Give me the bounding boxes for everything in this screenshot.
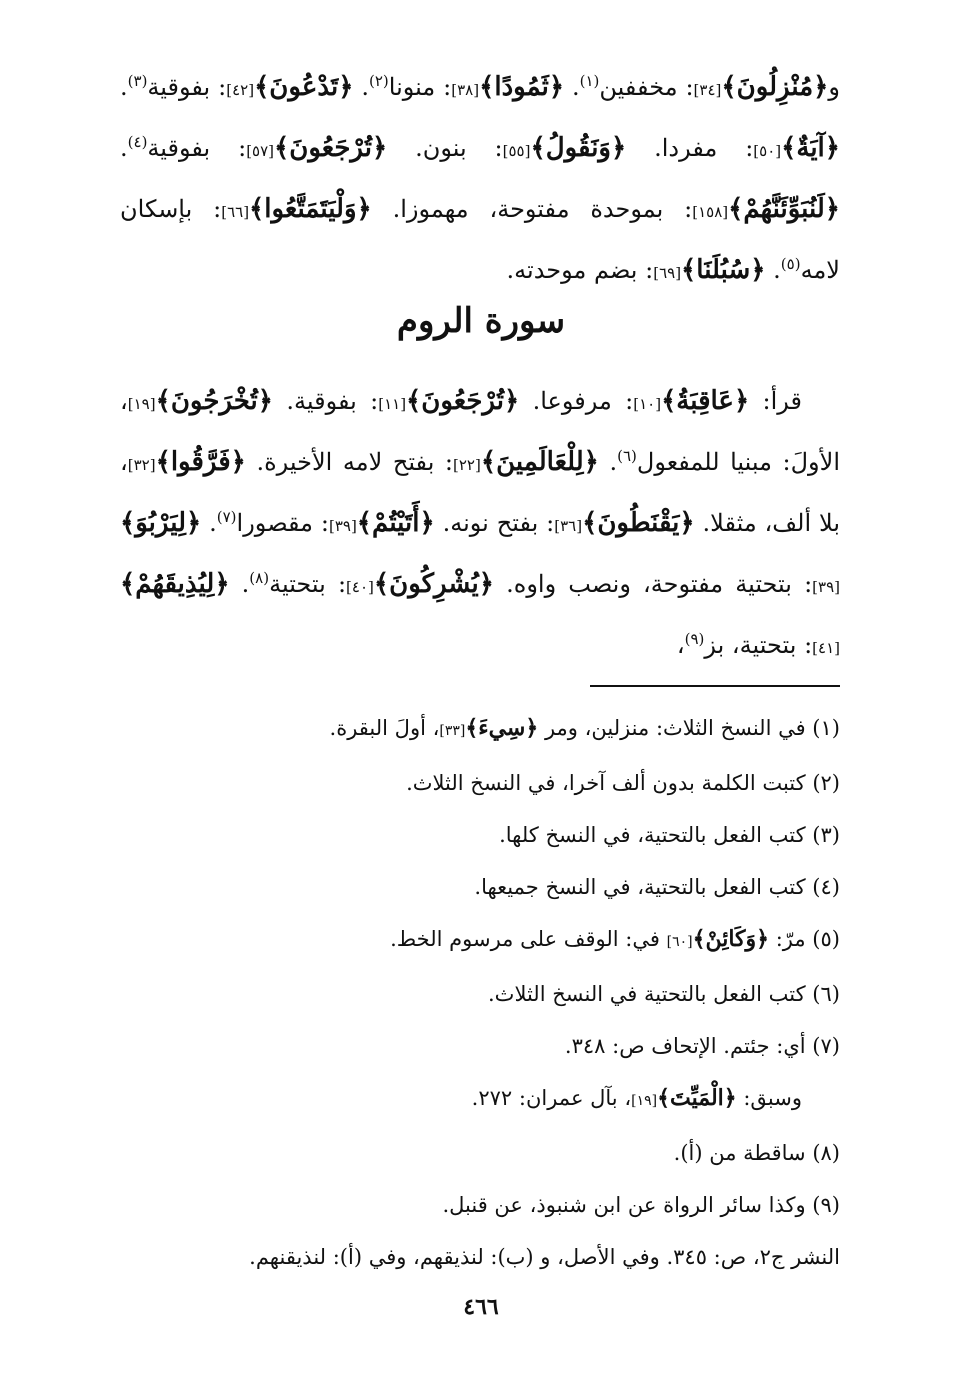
footnote-marker[interactable]: (٦) [617, 447, 637, 465]
verse-ref: [٦٦] [221, 203, 250, 221]
verse-ref: [٣٦] [554, 517, 583, 535]
footnote-marker[interactable]: (٣) [127, 72, 148, 90]
surah-title: سورة الروم [396, 301, 566, 341]
passage-text: : بتحتية مفتوحة، ونصب واوه. [494, 570, 813, 598]
footnote-9: (٩) وكذا سائر الرواة عن ابن شنبوذ، عن قنبل. [442, 1193, 840, 1217]
quran-word: ﴿وَلْيَتَمَتَّعُوا﴾ [249, 194, 372, 224]
footnote-text: ، بآل عمران: ٢٧٢. [471, 1086, 632, 1110]
passage-text: : بضم موحدته. [506, 256, 654, 284]
footnote-text: (٥) مرّ: [769, 927, 840, 951]
footnote-7-continuation [120, 1072, 840, 1127]
verse-ref: [٥٠] [753, 142, 782, 160]
quran-word: ﴿وَنَقُولُ﴾ [530, 133, 627, 163]
top-passage [120, 58, 840, 302]
footnote-text: ، أولَ البقرة. [329, 716, 440, 740]
quran-word: ﴿عَاقِبَةُ﴾ [661, 386, 750, 416]
quran-word: ﴿يَقْنَطُونَ﴾ [582, 508, 695, 538]
quran-word: ﴿الْمَيِّتَ﴾ [657, 1085, 737, 1111]
passage-text: ، الأولَ: مبنيا للمفعول [120, 387, 841, 476]
passage-text: : بفوقية. [273, 387, 379, 415]
page-number: ٤٦٦ [463, 1294, 499, 1320]
verse-ref: [٤٠] [346, 578, 374, 596]
passage-text: . [201, 509, 217, 537]
passage-text: . [120, 134, 128, 162]
footnote-4: (٤) كتب الفعل بالتحتية، في النسخ جميعها. [474, 875, 840, 899]
passage-text: : بتحتية [269, 570, 347, 598]
verse-ref: [٤١] [812, 639, 840, 657]
verse-ref: [١٩] [127, 395, 156, 413]
footnote-9-continuation: النشر ج٢، ص: ٣٤٥. وفي الأصل، و (ب): لنذيقهم، وفي (أ): لنذيقنهم. [249, 1245, 840, 1269]
verse-ref: [٦٩] [653, 264, 682, 282]
footnote-5 [120, 913, 840, 968]
passage-text: : مفردا. [626, 134, 754, 162]
footnote-2: (٢) كتبت الكلمة بدون ألف آخرا، في النسخ الثلاث. [406, 771, 840, 795]
footnote-8: (٨) ساقطة من (أ). [673, 1141, 840, 1165]
verse-ref: [٣٣] [439, 723, 466, 739]
quran-word: ﴿تَدْعُونَ﴾ [254, 72, 354, 102]
passage-text: : بإسكان لامه [120, 195, 840, 284]
passage-text: : بفتح نونه. [434, 509, 555, 537]
footnote-3: (٣) كتب الفعل بالتحتية، في النسخ كلها. [499, 823, 840, 847]
verse-ref: [٥٥] [502, 142, 531, 160]
quran-word: ﴿يُشْرِكُونَ﴾ [373, 569, 495, 599]
quran-word: ﴿أَتَيْتُمْ﴾ [356, 508, 435, 538]
quran-word: ﴿تُرْجَعُونَ﴾ [406, 386, 520, 416]
footnote-text: (١) في النسخ الثلاث: منزلين، ومر [538, 716, 840, 740]
quran-word: ﴿سُبُلَنَا﴾ [681, 255, 766, 285]
passage-text: : منونا [388, 73, 452, 101]
footnote-text: في: الوقف على مرسوم الخط. [390, 927, 667, 951]
verse-ref: [٢٢] [453, 456, 481, 474]
verse-ref: [١٥٨] [692, 203, 729, 221]
passage-text: : مقصورا [236, 509, 329, 537]
quran-word: ﴿لِيَرْبُوَ﴾ [120, 508, 202, 538]
verse-ref: [١٩] [631, 1093, 658, 1109]
footnote-marker[interactable]: (٩) [684, 630, 705, 648]
verse-ref: [١٠] [633, 395, 662, 413]
footnote-7: (٧) أي: جئتم. الإتحاف ص: ٣٤٨. [564, 1034, 840, 1058]
passage-text: قرأ: [749, 387, 802, 415]
verse-ref: [٣٩] [328, 517, 357, 535]
footnote-marker[interactable]: (١) [579, 72, 600, 90]
quran-word: ﴿لِلْعَالَمِينَ﴾ [480, 447, 599, 477]
quran-word: ﴿مُنْزِلُونَ﴾ [721, 72, 829, 102]
passage-text: . [353, 73, 369, 101]
passage-text: : مرفوعا. [519, 387, 634, 415]
passage-text: : مخففين [599, 73, 694, 101]
passage-text: : بفوقية [147, 73, 227, 101]
quran-word: ﴿تُخْرَجُونَ﴾ [155, 386, 274, 416]
footnote-6: (٦) كتب الفعل بالتحتية في النسخ الثلاث. [488, 982, 840, 1006]
footnote-marker[interactable]: (٥) [780, 255, 801, 273]
verse-ref: [٣٨] [451, 81, 480, 99]
passage-text: . [120, 73, 128, 101]
quran-word: ﴿لِيُذِيقَهُمْ﴾ [120, 569, 230, 599]
quran-word: ﴿آيَةٌ﴾ [781, 133, 841, 163]
verse-ref: [٣٤] [693, 81, 722, 99]
quran-word: ﴿سِيءَ﴾ [465, 715, 539, 741]
quran-word: ﴿لَنُبَوِّئَنَّهُمْ﴾ [728, 194, 840, 224]
passage-text: . [598, 448, 618, 476]
footnote-marker[interactable]: (٨) [249, 569, 270, 587]
quran-word: ﴿فَرَّقُوا﴾ [155, 447, 246, 477]
footnote-marker[interactable]: (٢) [369, 72, 389, 90]
footnote-marker[interactable]: (٤) [127, 133, 148, 151]
main-passage [120, 372, 840, 677]
footnote-text: وسبق: [736, 1086, 802, 1110]
quran-word: ﴿وَكَائِنْ﴾ [692, 926, 770, 952]
footnote-1 [120, 702, 840, 757]
verse-ref: [٥٧] [246, 142, 275, 160]
passage-text: : بتحتية، بز [704, 631, 813, 659]
verse-ref: [٤٢] [226, 81, 255, 99]
verse-ref: [٣٢] [127, 456, 156, 474]
passage-text: : بموحدة مفتوحة، مهموزا. [371, 195, 693, 223]
footnote-divider [590, 685, 840, 687]
passage-text: . [564, 73, 580, 101]
passage-text: . [765, 256, 781, 284]
passage-text: و [828, 73, 841, 101]
passage-text: . [229, 570, 250, 598]
passage-text: : بفتح لامه الأخيرة. [245, 448, 454, 476]
passage-text: ، [676, 631, 685, 659]
verse-ref: [١١] [378, 395, 407, 413]
passage-text: : بفوقية [147, 134, 247, 162]
verse-ref: [٣٩] [812, 578, 840, 596]
passage-text: ، بلا ألف، مثقلا. [120, 448, 840, 537]
verse-ref: [٦٠] [666, 934, 693, 950]
footnotes-list [120, 702, 840, 1283]
footnote-marker[interactable]: (٧) [216, 508, 237, 526]
quran-word: ﴿ثَمُودًا﴾ [479, 72, 565, 102]
quran-word: ﴿تُرْجَعُونَ﴾ [274, 133, 388, 163]
passage-text: : بنون. [387, 134, 503, 162]
